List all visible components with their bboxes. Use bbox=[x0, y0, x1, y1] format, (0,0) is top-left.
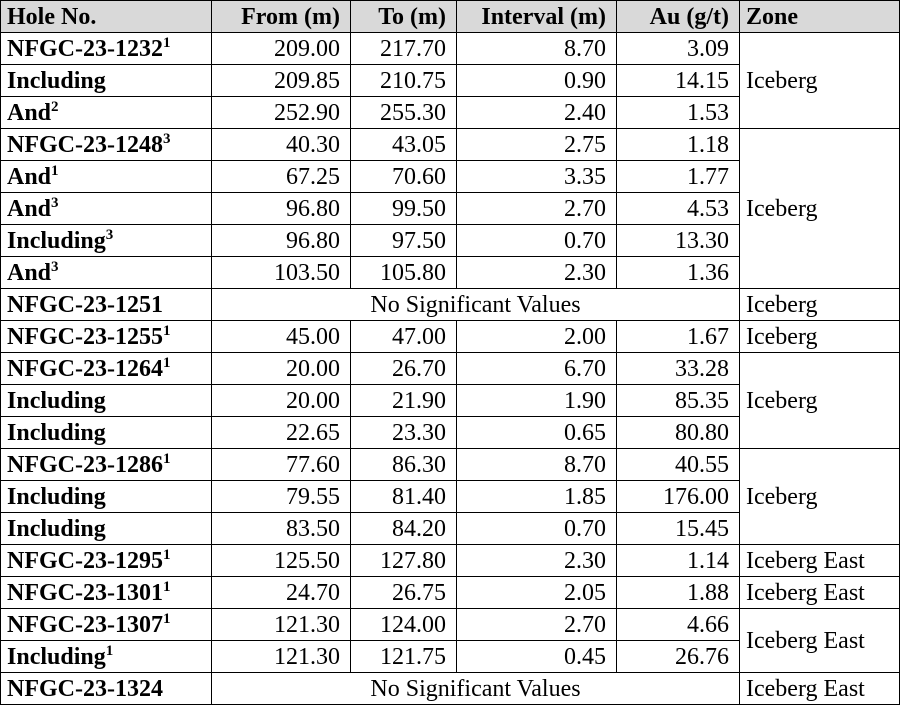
no-values-cell: No Significant Values bbox=[212, 289, 740, 321]
to-cell: 26.75 bbox=[351, 577, 457, 609]
hole-cell bbox=[1, 449, 212, 481]
to-cell: 84.20 bbox=[351, 513, 457, 545]
interval-cell: 2.30 bbox=[457, 257, 617, 289]
from-cell: 83.50 bbox=[212, 513, 351, 545]
hole-cell bbox=[1, 385, 212, 417]
hole-label: Including bbox=[7, 227, 106, 254]
from-cell: 24.70 bbox=[212, 577, 351, 609]
au-cell: 14.15 bbox=[617, 65, 740, 97]
no-values-cell: No Significant Values bbox=[212, 673, 740, 705]
to-cell: 124.00 bbox=[351, 609, 457, 641]
from-cell: 209.85 bbox=[212, 65, 351, 97]
from-cell: 67.25 bbox=[212, 161, 351, 193]
interval-cell: 2.40 bbox=[457, 97, 617, 129]
interval-cell: 2.05 bbox=[457, 577, 617, 609]
footnote-marker: 1 bbox=[162, 34, 171, 51]
to-cell: 217.70 bbox=[351, 33, 457, 65]
table-row bbox=[1, 673, 900, 705]
table-row bbox=[1, 321, 900, 353]
from-cell: 20.00 bbox=[212, 353, 351, 385]
au-cell: 85.35 bbox=[617, 385, 740, 417]
interval-cell: 1.85 bbox=[457, 481, 617, 513]
footnote-marker: 1 bbox=[51, 162, 59, 179]
au-cell: 3.09 bbox=[617, 33, 740, 65]
interval-cell: 0.90 bbox=[457, 65, 617, 97]
hole-cell bbox=[1, 65, 212, 97]
footnote-marker: 1 bbox=[162, 322, 171, 339]
from-cell: 252.90 bbox=[212, 97, 351, 129]
interval-cell: 8.70 bbox=[457, 449, 617, 481]
interval-cell: 2.70 bbox=[457, 193, 617, 225]
hole-cell bbox=[1, 33, 212, 65]
table-row bbox=[1, 577, 900, 609]
footnote-marker: 2 bbox=[51, 98, 59, 115]
hole-cell bbox=[1, 353, 212, 385]
hole-cell bbox=[1, 129, 212, 161]
au-cell: 40.55 bbox=[617, 449, 740, 481]
hole-cell bbox=[1, 193, 212, 225]
hole-label: NFGC-23-1295 bbox=[7, 547, 163, 574]
hole-label: Including bbox=[7, 643, 106, 670]
header-zone: Zone bbox=[740, 1, 900, 33]
hole-label: NFGC-23-1307 bbox=[7, 611, 163, 638]
interval-cell: 1.90 bbox=[457, 385, 617, 417]
hole-label: NFGC-23-1286 bbox=[7, 451, 163, 478]
au-cell: 1.36 bbox=[617, 257, 740, 289]
from-cell: 121.30 bbox=[212, 641, 351, 673]
interval-cell: 2.00 bbox=[457, 321, 617, 353]
from-cell: 96.80 bbox=[212, 193, 351, 225]
au-cell: 176.00 bbox=[617, 481, 740, 513]
hole-label: And bbox=[7, 163, 52, 190]
footnote-marker: 3 bbox=[105, 226, 114, 243]
hole-label: NFGC-23-1232 bbox=[7, 35, 163, 62]
hole-label: NFGC-23-1301 bbox=[7, 579, 163, 606]
hole-label: Including bbox=[7, 387, 106, 414]
hole-cell bbox=[1, 161, 212, 193]
zone-cell: Iceberg East bbox=[740, 609, 900, 673]
header-to: To (m) bbox=[351, 1, 457, 33]
interval-cell: 0.45 bbox=[457, 641, 617, 673]
table-row bbox=[1, 289, 900, 321]
hole-label: NFGC-23-1255 bbox=[7, 323, 163, 350]
footnote-marker: 1 bbox=[162, 578, 171, 595]
to-cell: 43.05 bbox=[351, 129, 457, 161]
from-cell: 40.30 bbox=[212, 129, 351, 161]
hole-label: Including bbox=[7, 419, 106, 446]
footnote-marker: 3 bbox=[51, 258, 59, 275]
interval-cell: 2.75 bbox=[457, 129, 617, 161]
to-cell: 127.80 bbox=[351, 545, 457, 577]
au-cell: 80.80 bbox=[617, 417, 740, 449]
from-cell: 22.65 bbox=[212, 417, 351, 449]
from-cell: 79.55 bbox=[212, 481, 351, 513]
interval-cell: 8.70 bbox=[457, 33, 617, 65]
hole-label: Including bbox=[7, 67, 106, 94]
to-cell: 23.30 bbox=[351, 417, 457, 449]
table-row bbox=[1, 353, 900, 385]
zone-cell: Iceberg East bbox=[740, 545, 900, 577]
from-cell: 20.00 bbox=[212, 385, 351, 417]
hole-cell bbox=[1, 257, 212, 289]
hole-label: And bbox=[7, 259, 52, 286]
to-cell: 47.00 bbox=[351, 321, 457, 353]
zone-cell: Iceberg bbox=[740, 321, 900, 353]
hole-cell bbox=[1, 97, 212, 129]
to-cell: 86.30 bbox=[351, 449, 457, 481]
zone-cell: Iceberg East bbox=[740, 577, 900, 609]
footnote-marker: 1 bbox=[162, 610, 171, 627]
table-row bbox=[1, 449, 900, 481]
to-cell: 21.90 bbox=[351, 385, 457, 417]
interval-cell: 0.70 bbox=[457, 513, 617, 545]
hole-cell bbox=[1, 673, 212, 705]
to-cell: 210.75 bbox=[351, 65, 457, 97]
interval-cell: 3.35 bbox=[457, 161, 617, 193]
hole-label: NFGC-23-1251 bbox=[7, 291, 163, 318]
interval-cell: 2.70 bbox=[457, 609, 617, 641]
from-cell: 121.30 bbox=[212, 609, 351, 641]
hole-label: NFGC-23-1324 bbox=[7, 675, 163, 702]
hole-label: NFGC-23-1264 bbox=[7, 355, 163, 382]
hole-label: Including bbox=[7, 483, 106, 510]
header-from: From (m) bbox=[212, 1, 351, 33]
au-cell: 1.77 bbox=[617, 161, 740, 193]
hole-cell bbox=[1, 609, 212, 641]
hole-label: And bbox=[7, 195, 52, 222]
zone-cell: Iceberg bbox=[740, 129, 900, 289]
to-cell: 26.70 bbox=[351, 353, 457, 385]
from-cell: 209.00 bbox=[212, 33, 351, 65]
zone-cell: Iceberg bbox=[740, 289, 900, 321]
zone-cell: Iceberg bbox=[740, 33, 900, 129]
au-cell: 4.66 bbox=[617, 609, 740, 641]
to-cell: 70.60 bbox=[351, 161, 457, 193]
hole-cell bbox=[1, 641, 212, 673]
hole-cell bbox=[1, 545, 212, 577]
from-cell: 96.80 bbox=[212, 225, 351, 257]
hole-label: NFGC-23-1248 bbox=[7, 131, 163, 158]
from-cell: 103.50 bbox=[212, 257, 351, 289]
au-cell: 1.14 bbox=[617, 545, 740, 577]
to-cell: 81.40 bbox=[351, 481, 457, 513]
interval-cell: 2.30 bbox=[457, 545, 617, 577]
header-interval: Interval (m) bbox=[457, 1, 617, 33]
interval-cell: 0.70 bbox=[457, 225, 617, 257]
table-row bbox=[1, 545, 900, 577]
au-cell: 13.30 bbox=[617, 225, 740, 257]
header-au: Au (g/t) bbox=[617, 1, 740, 33]
to-cell: 105.80 bbox=[351, 257, 457, 289]
to-cell: 97.50 bbox=[351, 225, 457, 257]
au-cell: 4.53 bbox=[617, 193, 740, 225]
au-cell: 33.28 bbox=[617, 353, 740, 385]
zone-cell: Iceberg East bbox=[740, 673, 900, 705]
hole-label: And bbox=[7, 99, 52, 126]
hole-cell bbox=[1, 417, 212, 449]
hole-cell bbox=[1, 321, 212, 353]
footnote-marker: 1 bbox=[162, 546, 171, 563]
au-cell: 1.53 bbox=[617, 97, 740, 129]
au-cell: 1.18 bbox=[617, 129, 740, 161]
interval-cell: 0.65 bbox=[457, 417, 617, 449]
au-cell: 1.67 bbox=[617, 321, 740, 353]
footnote-marker: 1 bbox=[105, 642, 114, 659]
footnote-marker: 1 bbox=[162, 450, 171, 467]
hole-cell bbox=[1, 481, 212, 513]
to-cell: 121.75 bbox=[351, 641, 457, 673]
from-cell: 45.00 bbox=[212, 321, 351, 353]
interval-cell: 6.70 bbox=[457, 353, 617, 385]
table-row bbox=[1, 33, 900, 65]
to-cell: 99.50 bbox=[351, 193, 457, 225]
hole-cell bbox=[1, 289, 212, 321]
hole-label: Including bbox=[7, 515, 106, 542]
header-hole-no: Hole No. bbox=[1, 1, 212, 33]
zone-cell: Iceberg bbox=[740, 449, 900, 545]
au-cell: 15.45 bbox=[617, 513, 740, 545]
hole-cell bbox=[1, 513, 212, 545]
from-cell: 77.60 bbox=[212, 449, 351, 481]
table-row bbox=[1, 609, 900, 641]
footnote-marker: 3 bbox=[162, 130, 171, 147]
zone-cell: Iceberg bbox=[740, 353, 900, 449]
table-row bbox=[1, 129, 900, 161]
from-cell: 125.50 bbox=[212, 545, 351, 577]
hole-cell bbox=[1, 577, 212, 609]
footnote-marker: 1 bbox=[162, 354, 171, 371]
to-cell: 255.30 bbox=[351, 97, 457, 129]
hole-cell bbox=[1, 225, 212, 257]
au-cell: 26.76 bbox=[617, 641, 740, 673]
footnote-marker: 3 bbox=[51, 194, 59, 211]
header-row bbox=[1, 1, 900, 33]
au-cell: 1.88 bbox=[617, 577, 740, 609]
